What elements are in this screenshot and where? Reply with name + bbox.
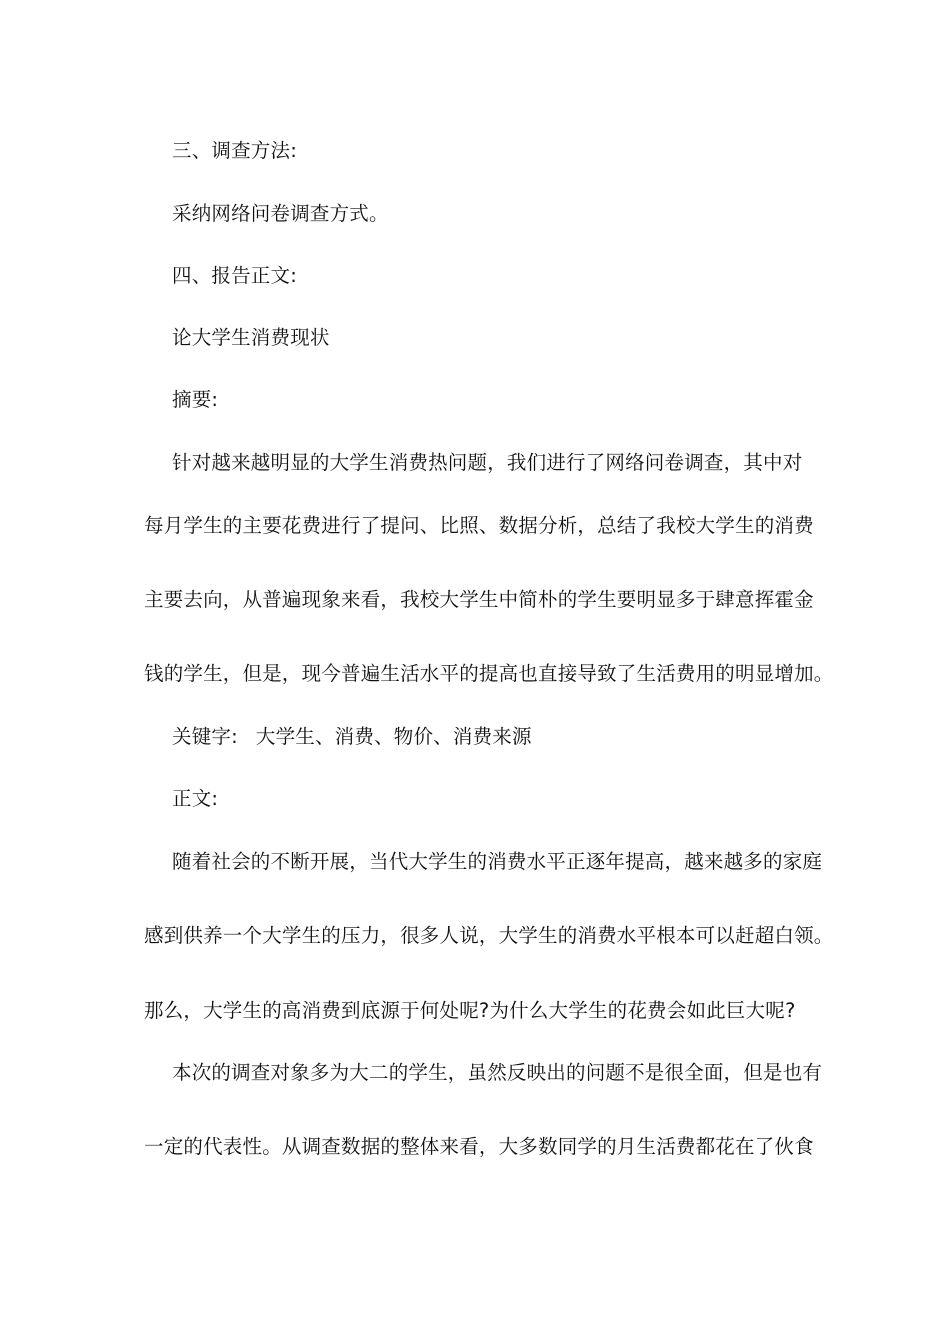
body-paragraph1-line: 感到供养一个大学生的压力，很多人说，大学生的消费水平根本可以赶超白领。	[144, 924, 834, 947]
keywords-line	[172, 724, 532, 750]
body-paragraph2-line: 一定的代表性。从调查数据的整体来看，大多数同学的月生活费都花在了伙食	[144, 1135, 814, 1158]
abstract-label: 摘要:	[172, 388, 219, 411]
section3-heading: 三、调查方法:	[172, 139, 297, 162]
body-paragraph2-line: 本次的调查对象多为大二的学生，虽然反映出的问题不是很全面，但是也有	[172, 1061, 823, 1084]
body-label: 正文:	[172, 787, 219, 810]
report-title: 论大学生消费现状	[172, 326, 330, 349]
abstract-line: 每月学生的主要花费进行了提问、比照、数据分析，总结了我校大学生的消费	[144, 514, 814, 537]
abstract-line: 针对越来越明显的大学生消费热问题，我们进行了网络问卷调查，其中对	[172, 451, 803, 474]
keywords-label: 关键字:	[172, 725, 238, 748]
body-paragraph1-line: 随着社会的不断开展，当代大学生的消费水平正逐年提高，越来越多的家庭	[172, 850, 823, 873]
section3-body: 采纳网络问卷调查方式。	[172, 202, 389, 225]
abstract-line: 主要去向，从普遍现象来看，我校大学生中简朴的学生要明显多于肆意挥霍金	[144, 588, 814, 611]
section4-heading: 四、报告正文:	[172, 264, 297, 287]
body-paragraph1-line: 那么，大学生的高消费到底源于何处呢?为什么大学生的花费会如此巨大呢?	[144, 999, 796, 1022]
abstract-line: 钱的学生，但是，现今普遍生活水平的提高也直接导致了生活费用的明显增加。	[144, 662, 834, 685]
keywords-terms: 大学生、消费、物价、消费来源	[255, 725, 532, 748]
